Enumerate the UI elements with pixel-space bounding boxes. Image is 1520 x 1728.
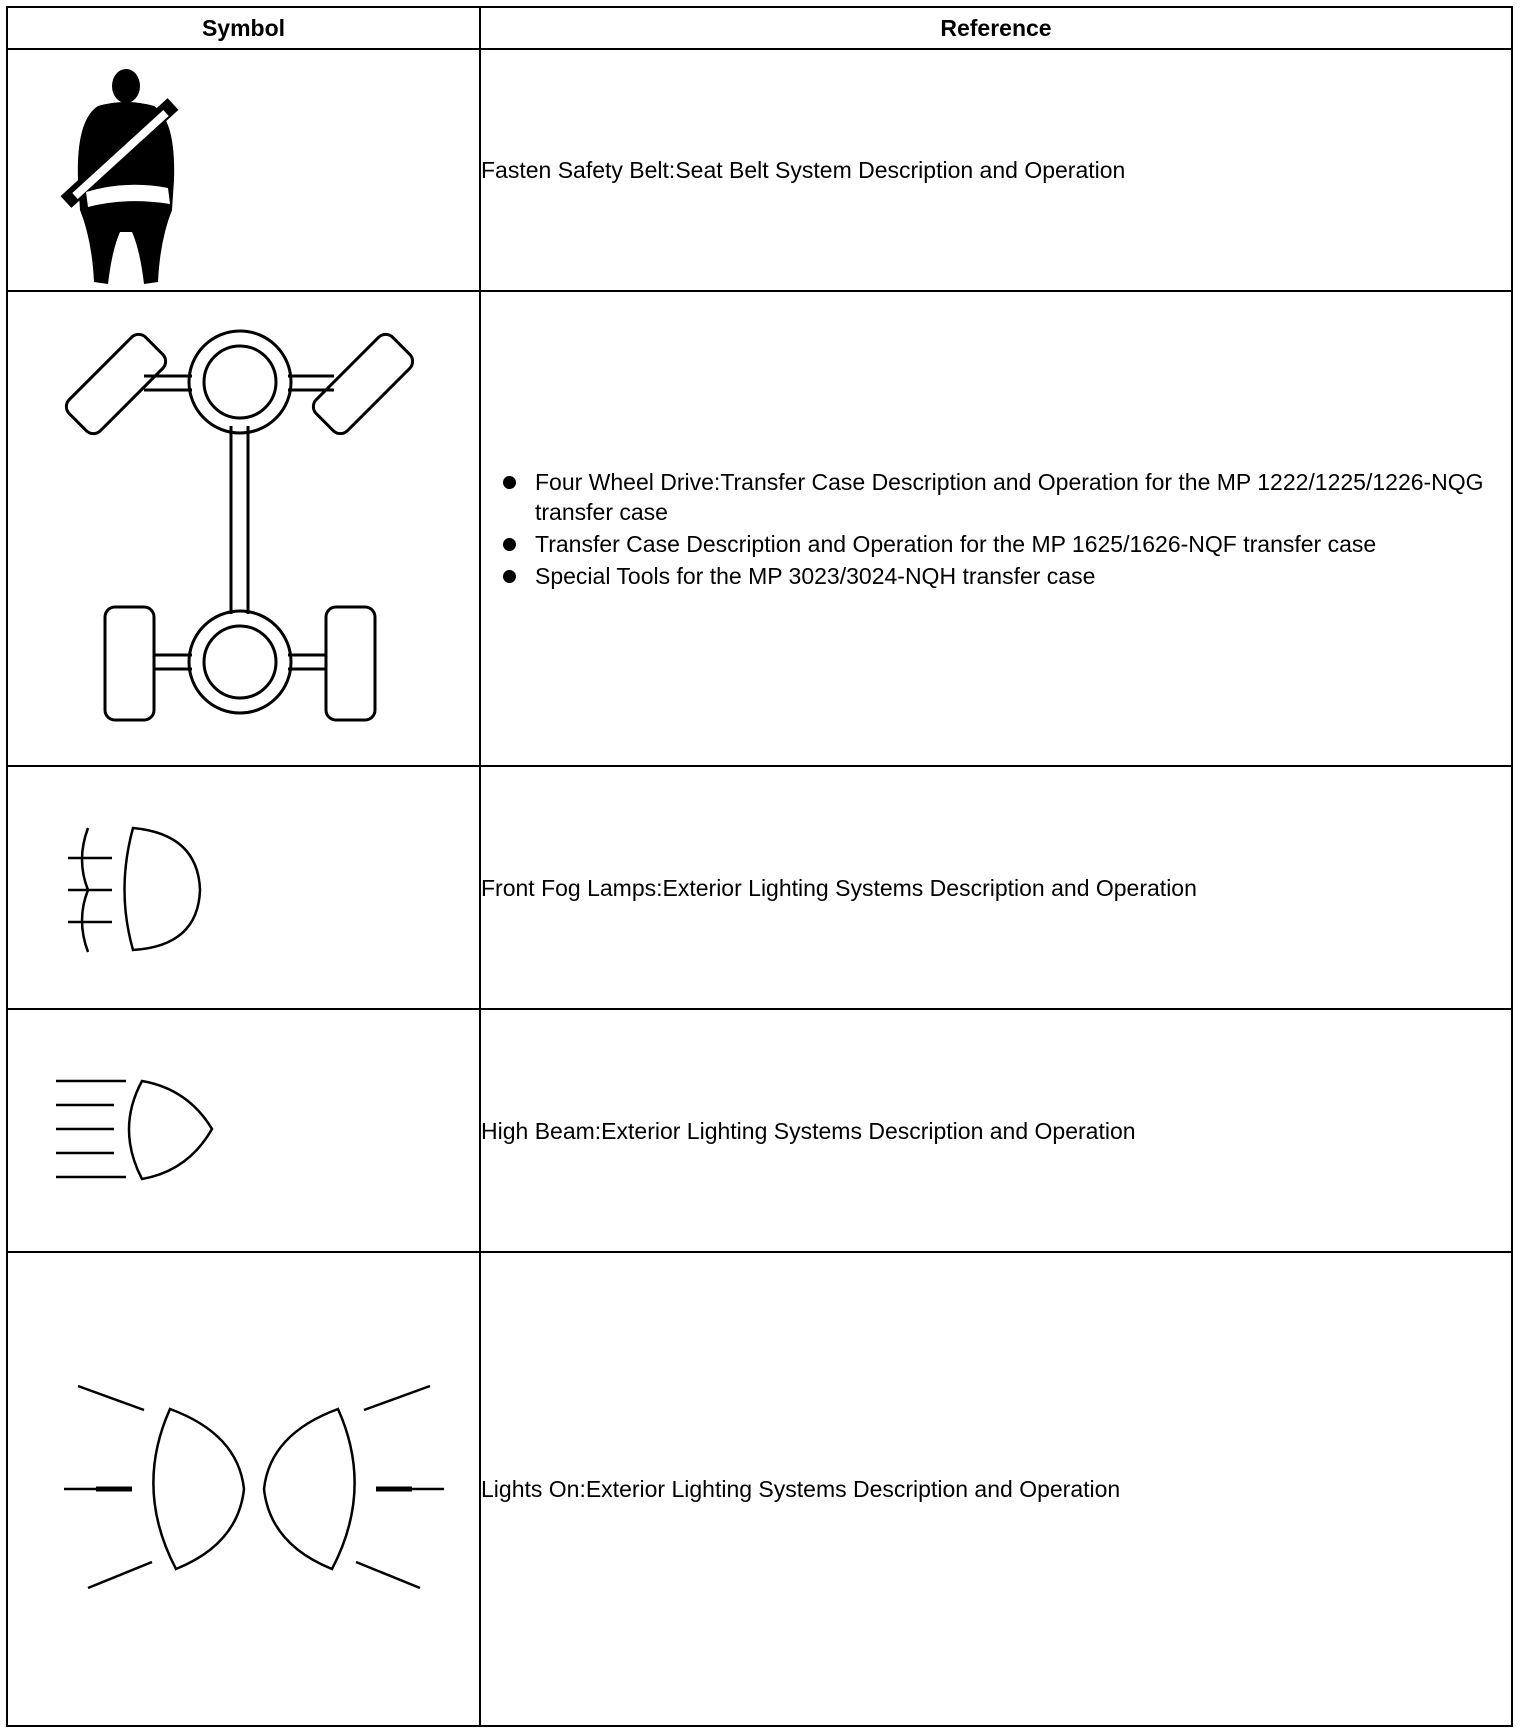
table-row [7,766,1512,1009]
symbol-cell [7,1009,480,1252]
reference-column-header: Reference [480,7,1512,49]
reference-cell: Fasten Safety Belt:Seat Belt System Description and Operation [480,49,1512,291]
front-fog-lamp-icon [8,768,481,1008]
symbol-cell [7,1252,480,1726]
symbol-cell [7,49,480,291]
reference-cell [480,291,1512,766]
lights-on-icon [8,1254,481,1724]
header-row [7,7,1512,49]
reference-cell: High Beam:Exterior Lighting Systems Description and Operation [480,1009,1512,1252]
reference-cell: Lights On:Exterior Lighting Systems Description and Operation [480,1252,1512,1726]
list-item: Four Wheel Drive:Transfer Case Description and Operation for the MP 1222/1225/1226-NQG transfer case [503,467,1511,527]
reference-bullet-list [481,467,1511,591]
reference-cell: Front Fog Lamps:Exterior Lighting Systems Description and Operation [480,766,1512,1009]
high-beam-icon [8,1011,481,1251]
table-row [7,1009,1512,1252]
symbol-cell [7,766,480,1009]
seat-belt-icon [8,50,481,290]
symbol-reference-table [6,6,1513,1727]
list-item: Transfer Case Description and Operation for the MP 1625/1626-NQF transfer case [503,529,1511,559]
symbol-column-header: Symbol [7,7,480,49]
list-item: Special Tools for the MP 3023/3024-NQH transfer case [503,561,1511,591]
table-row [7,1252,1512,1726]
symbol-cell [7,291,480,766]
four-wheel-drive-icon [8,294,481,764]
table-row [7,291,1512,766]
table-row [7,49,1512,291]
